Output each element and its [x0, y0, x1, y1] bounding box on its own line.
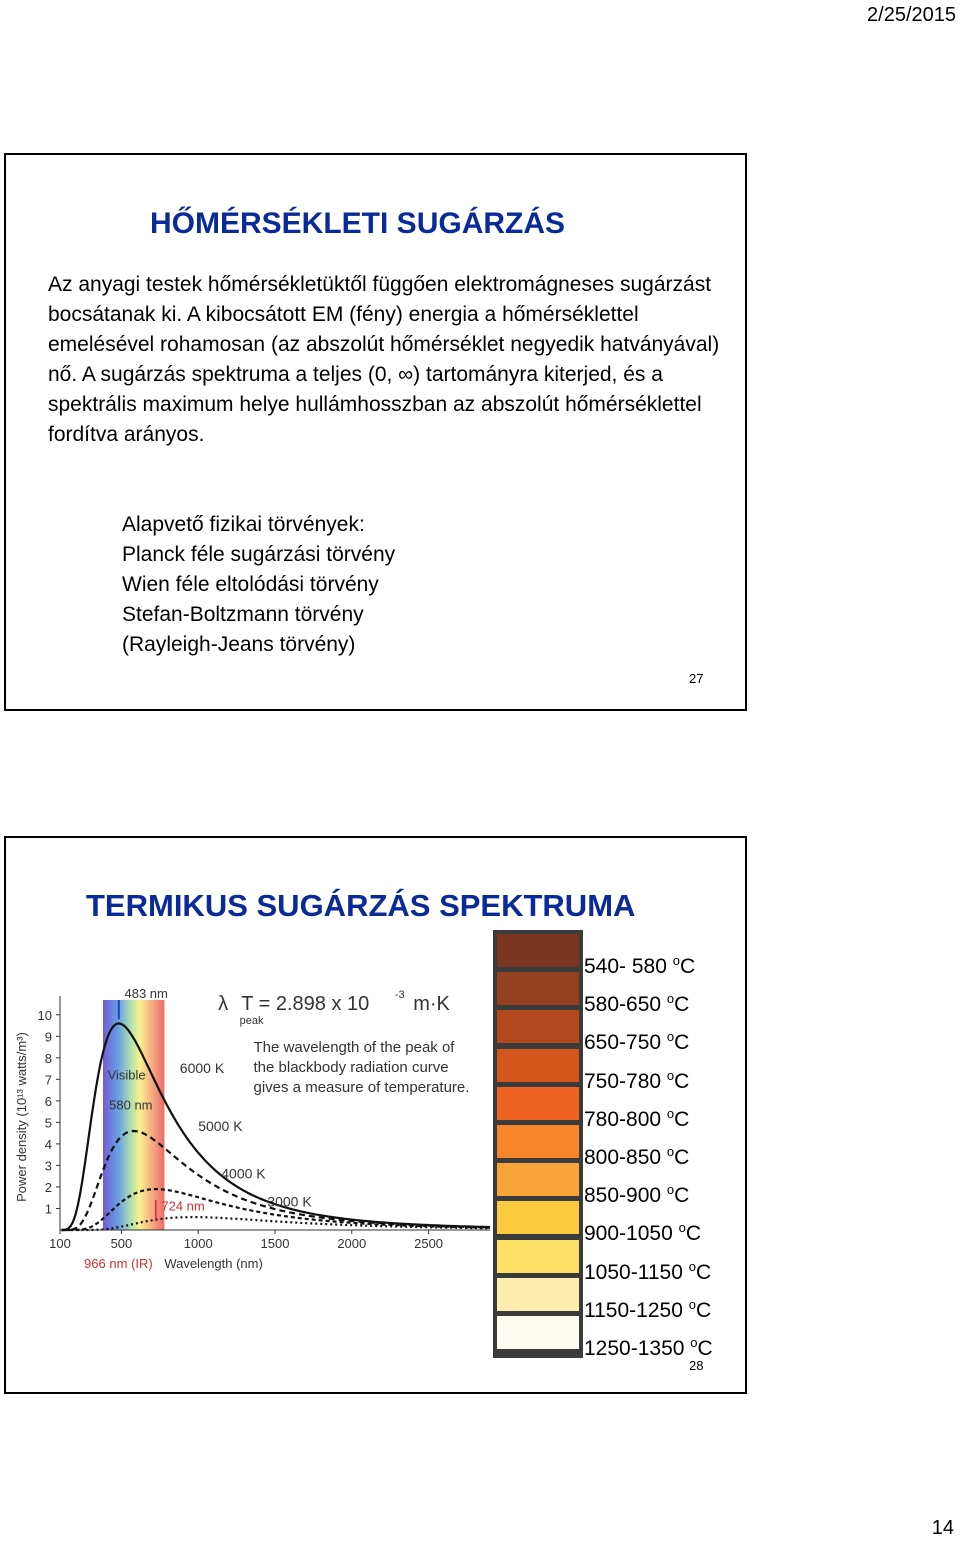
temperature-range-value: 1050-1150: [584, 1260, 689, 1284]
temperature-range: [584, 1175, 713, 1213]
color-swatch: [497, 1240, 579, 1273]
temperature-range: [584, 1099, 713, 1137]
formula-unit: m·K: [413, 993, 450, 1015]
x-tick-label: 1000: [183, 1236, 213, 1251]
degree-symbol: o: [672, 953, 680, 968]
x-tick-label: 500: [110, 1236, 133, 1251]
slide-title: TERMIKUS SUGÁRZÁS SPEKTRUMA: [86, 888, 636, 923]
color-swatch: [497, 1125, 579, 1158]
color-swatch: [497, 1049, 579, 1082]
degree-symbol: o: [666, 1143, 675, 1159]
temperature-range-value: 900-1050: [584, 1222, 679, 1246]
degree-symbol: o: [666, 1029, 675, 1045]
color-swatch: [497, 1201, 579, 1234]
degree-symbol: o: [688, 1258, 696, 1274]
temperature-range: [584, 1061, 713, 1099]
visible-spectrum-band: [103, 1000, 164, 1230]
y-axis-label: Power density (10¹³ watts/m³): [14, 1032, 29, 1202]
temperature-range-value: 580-650: [584, 993, 667, 1017]
series-label: 4000 K: [221, 1165, 266, 1182]
temperature-range-value: 800-850: [584, 1145, 667, 1169]
temperature-range-value: 540- 580: [584, 955, 673, 978]
slide-paragraph: Az anyagi testek hőmérsékletüktől függően elektromágneses sugárzást bocsátanak ki. A kibocsátott EM (fény) energia a hőmérséklettel emelésével rohamosan (az abszolút hőmérséklet negyedik hatványával) nő. A sugárzás spektruma a teljes (0, ∞) tartományra kiterjed, és a spektrális maximum helye hullámhosszban az abszolút hőmérséklettel fordítva arányos.: [48, 273, 720, 446]
law-item: Wien féle eltolódási törvény: [122, 573, 379, 596]
x-tick-label: 1500: [260, 1236, 290, 1251]
x-tick-label: 2500: [414, 1236, 444, 1251]
degree-symbol: o: [666, 1067, 675, 1083]
annotation-483nm: 483 nm: [124, 986, 168, 1001]
slide-27: [4, 153, 747, 711]
temperature-unit: C: [697, 1336, 713, 1360]
chart-note-line: gives a measure of temperature.: [253, 1079, 470, 1096]
y-tick-label: 6: [44, 1093, 52, 1109]
temperature-list: [584, 946, 713, 1366]
temperature-unit: C: [695, 1260, 712, 1284]
slide-number: 27: [689, 671, 704, 686]
page-number: 14: [931, 1517, 954, 1539]
temperature-range-value: 780-800: [584, 1107, 667, 1131]
temperature-unit: C: [679, 955, 696, 978]
temperature-unit: C: [674, 1069, 690, 1093]
y-tick-label: 8: [44, 1050, 52, 1066]
color-swatch: [497, 1087, 579, 1120]
degree-symbol: o: [690, 1334, 698, 1350]
temperature-range: [584, 1213, 713, 1251]
visible-label: Visible: [107, 1067, 146, 1083]
temperature-range-value: 850-900: [584, 1184, 667, 1208]
color-swatch: [497, 1163, 579, 1196]
temperature-range-value: 1250-1350: [584, 1336, 691, 1360]
y-tick-label: 1: [44, 1201, 52, 1217]
x-tick-label: 2000: [337, 1236, 367, 1251]
degree-symbol: o: [666, 1105, 675, 1121]
formula-exponent: -3: [394, 989, 405, 1001]
chart-note-line: the blackbody radiation curve: [253, 1059, 449, 1076]
formula-body: T = 2.898 x 10: [241, 993, 370, 1015]
formula-lambda: λ: [218, 993, 229, 1015]
x-axis-label: Wavelength (nm): [164, 1256, 263, 1271]
x-tick-label: 100: [49, 1236, 71, 1251]
temperature-range: [584, 1290, 713, 1328]
temperature-range-value: 750-780: [584, 1069, 667, 1093]
color-swatch: [497, 1316, 579, 1349]
annotation-724nm: 724 nm: [161, 1198, 205, 1214]
temperature-unit: C: [674, 1107, 690, 1131]
temperature-range-value: 1150-1250: [584, 1298, 689, 1322]
laws-list: [122, 510, 395, 660]
y-tick-label: 9: [44, 1029, 52, 1045]
chart-note-line: The wavelength of the peak of: [253, 1039, 455, 1056]
series-label: 6000 K: [179, 1059, 225, 1076]
temperature-unit: C: [685, 1222, 701, 1246]
color-swatch: [497, 1010, 579, 1043]
series-label: 3000 K: [267, 1193, 312, 1210]
temperature-range: [584, 1022, 713, 1060]
laws-heading: Alapvető fizikai törvények:: [122, 513, 365, 536]
annotation-580nm: 580 nm: [109, 1097, 153, 1113]
y-tick-label: 3: [44, 1158, 52, 1174]
temperature-range: [584, 984, 713, 1022]
y-tick-label: 7: [44, 1072, 52, 1088]
degree-symbol: o: [678, 1220, 686, 1236]
temperature-unit: C: [674, 1031, 690, 1055]
temperature-unit: C: [674, 1184, 690, 1208]
temperature-unit: C: [674, 1145, 690, 1169]
temperature-unit: C: [695, 1298, 712, 1322]
slide-28: [4, 836, 747, 1394]
degree-symbol: o: [688, 1296, 696, 1312]
slide-title: HŐMÉRSÉKLETI SUGÁRZÁS: [150, 207, 566, 240]
y-tick-label: 4: [44, 1136, 52, 1152]
y-tick-label: 2: [44, 1179, 52, 1195]
series-label: 5000 K: [198, 1117, 243, 1134]
law-item: Planck féle sugárzási törvény: [122, 543, 396, 566]
slide-number: 28: [689, 1358, 704, 1373]
page-date: 2/25/2015: [867, 4, 956, 26]
degree-symbol: o: [666, 991, 675, 1007]
color-swatch: [497, 934, 579, 967]
law-item: Stefan-Boltzmann törvény: [122, 603, 364, 626]
temperature-range: [584, 1137, 713, 1175]
law-item: (Rayleigh-Jeans törvény): [122, 633, 356, 656]
temperature-range: [584, 1252, 713, 1290]
blackbody-chart: [10, 984, 494, 1284]
color-swatch-column: [493, 930, 583, 1358]
degree-symbol: o: [666, 1182, 675, 1198]
temperature-range-value: 650-750: [584, 1031, 667, 1055]
color-swatch: [497, 1278, 579, 1311]
temperature-unit: C: [674, 993, 690, 1017]
color-swatch: [497, 972, 579, 1005]
annotation-966nm: 966 nm (IR): [84, 1256, 153, 1271]
y-tick-label: 5: [44, 1115, 52, 1131]
formula-subscript: peak: [239, 1015, 264, 1027]
y-tick-label: 10: [37, 1007, 52, 1023]
temperature-range: [584, 946, 713, 984]
